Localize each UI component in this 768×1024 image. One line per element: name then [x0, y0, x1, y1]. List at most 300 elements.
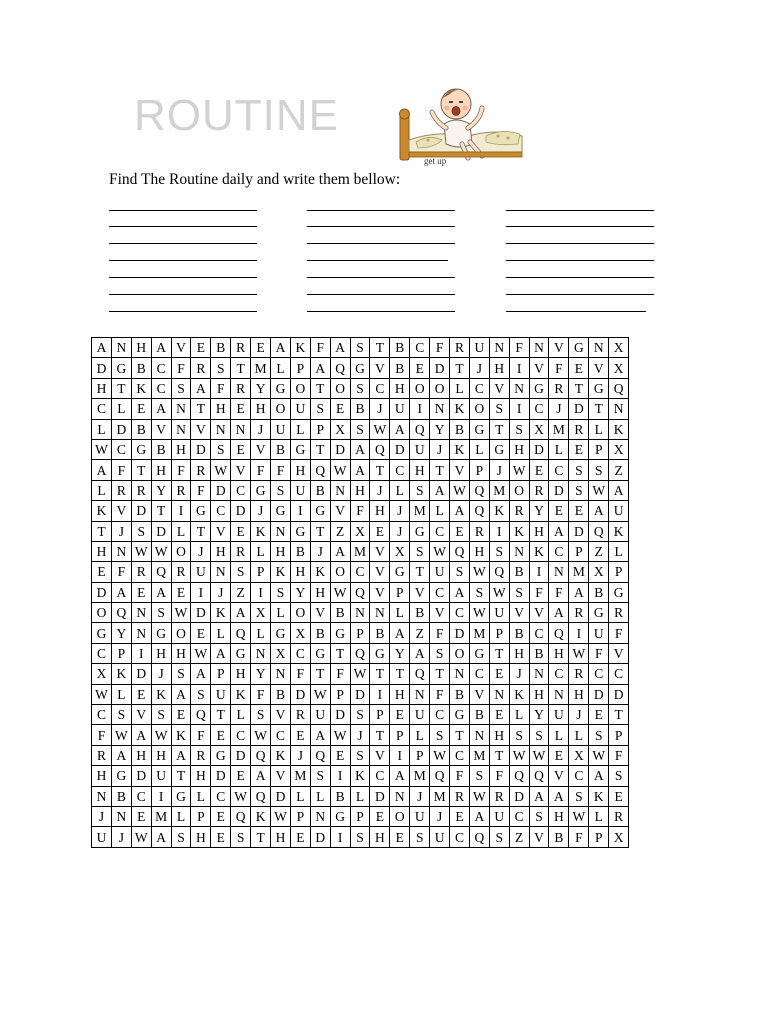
grid-cell[interactable]: N: [450, 664, 470, 684]
grid-cell[interactable]: T: [589, 399, 609, 419]
grid-cell[interactable]: D: [111, 419, 131, 439]
grid-cell[interactable]: R: [549, 378, 569, 398]
grid-cell[interactable]: C: [151, 378, 171, 398]
grid-cell[interactable]: G: [111, 358, 131, 378]
grid-cell[interactable]: A: [151, 338, 171, 358]
grid-cell[interactable]: D: [92, 582, 112, 602]
grid-cell[interactable]: L: [350, 786, 370, 806]
grid-cell[interactable]: M: [151, 806, 171, 826]
grid-cell[interactable]: M: [410, 766, 430, 786]
grid-cell[interactable]: E: [569, 501, 589, 521]
grid-cell[interactable]: G: [489, 439, 509, 459]
grid-cell[interactable]: G: [609, 582, 629, 602]
grid-cell[interactable]: G: [92, 623, 112, 643]
grid-cell[interactable]: N: [111, 338, 131, 358]
grid-cell[interactable]: A: [171, 745, 191, 765]
grid-cell[interactable]: F: [529, 582, 549, 602]
grid-cell[interactable]: T: [92, 521, 112, 541]
grid-cell[interactable]: G: [251, 480, 271, 500]
grid-cell[interactable]: F: [111, 460, 131, 480]
grid-cell[interactable]: Y: [251, 378, 271, 398]
grid-cell[interactable]: S: [410, 480, 430, 500]
grid-cell[interactable]: N: [211, 562, 231, 582]
grid-cell[interactable]: W: [92, 439, 112, 459]
grid-cell[interactable]: A: [430, 480, 450, 500]
grid-cell[interactable]: E: [330, 745, 350, 765]
grid-cell[interactable]: W: [151, 541, 171, 561]
grid-cell[interactable]: D: [191, 603, 211, 623]
grid-cell[interactable]: G: [330, 806, 350, 826]
grid-cell[interactable]: S: [410, 541, 430, 561]
grid-cell[interactable]: S: [509, 582, 529, 602]
grid-cell[interactable]: D: [569, 521, 589, 541]
grid-cell[interactable]: N: [330, 480, 350, 500]
grid-cell[interactable]: F: [589, 643, 609, 663]
grid-cell[interactable]: I: [151, 786, 171, 806]
grid-cell[interactable]: U: [310, 705, 330, 725]
grid-cell[interactable]: R: [191, 358, 211, 378]
grid-cell[interactable]: W: [450, 480, 470, 500]
grid-cell[interactable]: C: [271, 725, 291, 745]
grid-cell[interactable]: L: [410, 725, 430, 745]
grid-cell[interactable]: E: [171, 582, 191, 602]
grid-cell[interactable]: J: [549, 399, 569, 419]
grid-cell[interactable]: H: [171, 643, 191, 663]
grid-cell[interactable]: A: [191, 664, 211, 684]
grid-cell[interactable]: T: [430, 664, 450, 684]
grid-cell[interactable]: V: [370, 582, 390, 602]
grid-cell[interactable]: S: [350, 827, 370, 847]
grid-cell[interactable]: B: [310, 480, 330, 500]
grid-cell[interactable]: R: [171, 562, 191, 582]
grid-cell[interactable]: S: [171, 378, 191, 398]
grid-cell[interactable]: Q: [509, 766, 529, 786]
grid-cell[interactable]: A: [450, 501, 470, 521]
grid-cell[interactable]: C: [450, 827, 470, 847]
grid-cell[interactable]: D: [589, 684, 609, 704]
answer-line[interactable]: [506, 311, 646, 312]
grid-cell[interactable]: M: [489, 480, 509, 500]
grid-cell[interactable]: I: [131, 643, 151, 663]
grid-cell[interactable]: B: [131, 358, 151, 378]
grid-cell[interactable]: Z: [509, 827, 529, 847]
grid-cell[interactable]: H: [171, 439, 191, 459]
grid-cell[interactable]: P: [191, 806, 211, 826]
grid-cell[interactable]: D: [92, 358, 112, 378]
grid-cell[interactable]: C: [469, 378, 489, 398]
answer-line[interactable]: [109, 294, 257, 295]
grid-cell[interactable]: P: [290, 358, 310, 378]
grid-cell[interactable]: S: [509, 419, 529, 439]
grid-cell[interactable]: S: [271, 480, 291, 500]
grid-cell[interactable]: S: [589, 460, 609, 480]
grid-cell[interactable]: W: [430, 541, 450, 561]
grid-cell[interactable]: C: [111, 439, 131, 459]
grid-cell[interactable]: I: [370, 684, 390, 704]
grid-cell[interactable]: A: [151, 582, 171, 602]
grid-cell[interactable]: V: [609, 643, 629, 663]
grid-cell[interactable]: T: [430, 460, 450, 480]
grid-cell[interactable]: A: [390, 766, 410, 786]
grid-cell[interactable]: L: [290, 786, 310, 806]
grid-cell[interactable]: W: [211, 460, 231, 480]
grid-cell[interactable]: J: [569, 705, 589, 725]
grid-cell[interactable]: L: [171, 806, 191, 826]
grid-cell[interactable]: X: [569, 745, 589, 765]
grid-cell[interactable]: S: [430, 725, 450, 745]
grid-cell[interactable]: N: [271, 521, 291, 541]
grid-cell[interactable]: P: [489, 623, 509, 643]
grid-cell[interactable]: D: [350, 684, 370, 704]
grid-cell[interactable]: Q: [469, 501, 489, 521]
grid-cell[interactable]: R: [529, 480, 549, 500]
grid-cell[interactable]: K: [350, 766, 370, 786]
grid-cell[interactable]: A: [589, 766, 609, 786]
grid-cell[interactable]: U: [271, 419, 291, 439]
grid-cell[interactable]: Q: [589, 521, 609, 541]
grid-cell[interactable]: Q: [489, 562, 509, 582]
grid-cell[interactable]: D: [271, 786, 291, 806]
grid-cell[interactable]: T: [609, 705, 629, 725]
grid-cell[interactable]: V: [211, 521, 231, 541]
grid-cell[interactable]: L: [549, 439, 569, 459]
grid-cell[interactable]: K: [589, 786, 609, 806]
grid-cell[interactable]: K: [489, 501, 509, 521]
grid-cell[interactable]: S: [171, 664, 191, 684]
grid-cell[interactable]: O: [290, 603, 310, 623]
grid-cell[interactable]: P: [310, 419, 330, 439]
grid-cell[interactable]: N: [549, 562, 569, 582]
grid-cell[interactable]: C: [92, 399, 112, 419]
grid-cell[interactable]: V: [450, 460, 470, 480]
grid-cell[interactable]: J: [251, 419, 271, 439]
grid-cell[interactable]: W: [469, 603, 489, 623]
grid-cell[interactable]: H: [151, 643, 171, 663]
grid-cell[interactable]: F: [569, 827, 589, 847]
grid-cell[interactable]: Z: [589, 541, 609, 561]
grid-cell[interactable]: M: [251, 358, 271, 378]
grid-cell[interactable]: T: [569, 378, 589, 398]
grid-cell[interactable]: C: [549, 460, 569, 480]
grid-cell[interactable]: B: [211, 338, 231, 358]
grid-cell[interactable]: Z: [410, 623, 430, 643]
grid-cell[interactable]: G: [290, 521, 310, 541]
grid-cell[interactable]: A: [211, 643, 231, 663]
grid-cell[interactable]: X: [589, 562, 609, 582]
grid-cell[interactable]: T: [310, 439, 330, 459]
grid-cell[interactable]: F: [310, 338, 330, 358]
grid-cell[interactable]: J: [430, 806, 450, 826]
grid-cell[interactable]: B: [450, 684, 470, 704]
grid-cell[interactable]: K: [231, 684, 251, 704]
grid-cell[interactable]: X: [290, 623, 310, 643]
grid-cell[interactable]: T: [310, 378, 330, 398]
grid-cell[interactable]: E: [231, 439, 251, 459]
grid-cell[interactable]: L: [589, 806, 609, 826]
grid-cell[interactable]: F: [191, 480, 211, 500]
grid-cell[interactable]: S: [171, 827, 191, 847]
grid-cell[interactable]: O: [509, 480, 529, 500]
grid-cell[interactable]: H: [92, 541, 112, 561]
grid-cell[interactable]: V: [151, 419, 171, 439]
grid-cell[interactable]: Q: [310, 460, 330, 480]
grid-cell[interactable]: X: [92, 664, 112, 684]
grid-cell[interactable]: P: [370, 705, 390, 725]
grid-cell[interactable]: C: [370, 378, 390, 398]
grid-cell[interactable]: B: [410, 603, 430, 623]
answer-line[interactable]: [109, 226, 257, 227]
grid-cell[interactable]: F: [171, 460, 191, 480]
grid-cell[interactable]: S: [271, 582, 291, 602]
grid-cell[interactable]: I: [191, 582, 211, 602]
grid-cell[interactable]: G: [131, 439, 151, 459]
grid-cell[interactable]: F: [111, 562, 131, 582]
grid-cell[interactable]: C: [509, 806, 529, 826]
grid-cell[interactable]: A: [191, 378, 211, 398]
grid-cell[interactable]: A: [390, 623, 410, 643]
grid-cell[interactable]: C: [211, 786, 231, 806]
grid-cell[interactable]: L: [450, 378, 470, 398]
grid-cell[interactable]: L: [92, 480, 112, 500]
answer-line[interactable]: [109, 311, 257, 312]
grid-cell[interactable]: R: [92, 745, 112, 765]
grid-cell[interactable]: K: [131, 378, 151, 398]
grid-cell[interactable]: G: [370, 643, 390, 663]
grid-cell[interactable]: W: [330, 725, 350, 745]
grid-cell[interactable]: P: [609, 725, 629, 745]
grid-cell[interactable]: L: [569, 725, 589, 745]
grid-cell[interactable]: H: [370, 827, 390, 847]
grid-cell[interactable]: P: [469, 460, 489, 480]
grid-cell[interactable]: L: [271, 603, 291, 623]
grid-cell[interactable]: P: [589, 827, 609, 847]
grid-cell[interactable]: X: [529, 419, 549, 439]
grid-cell[interactable]: H: [489, 725, 509, 745]
grid-cell[interactable]: C: [450, 745, 470, 765]
grid-cell[interactable]: E: [390, 827, 410, 847]
grid-cell[interactable]: E: [191, 623, 211, 643]
grid-cell[interactable]: G: [330, 623, 350, 643]
grid-cell[interactable]: T: [370, 725, 390, 745]
grid-cell[interactable]: Q: [609, 378, 629, 398]
grid-cell[interactable]: R: [231, 541, 251, 561]
grid-cell[interactable]: Q: [469, 827, 489, 847]
grid-cell[interactable]: P: [330, 684, 350, 704]
grid-cell[interactable]: A: [231, 603, 251, 623]
grid-cell[interactable]: N: [430, 399, 450, 419]
grid-cell[interactable]: L: [469, 439, 489, 459]
grid-cell[interactable]: Y: [529, 705, 549, 725]
grid-cell[interactable]: T: [251, 827, 271, 847]
grid-cell[interactable]: D: [151, 521, 171, 541]
grid-cell[interactable]: E: [211, 725, 231, 745]
grid-cell[interactable]: E: [231, 766, 251, 786]
grid-cell[interactable]: B: [151, 439, 171, 459]
grid-cell[interactable]: H: [290, 562, 310, 582]
grid-cell[interactable]: V: [370, 745, 390, 765]
grid-cell[interactable]: N: [529, 338, 549, 358]
grid-cell[interactable]: K: [509, 684, 529, 704]
answer-line[interactable]: [506, 243, 654, 244]
grid-cell[interactable]: Q: [350, 643, 370, 663]
grid-cell[interactable]: L: [92, 419, 112, 439]
grid-cell[interactable]: D: [529, 439, 549, 459]
grid-cell[interactable]: I: [509, 399, 529, 419]
grid-cell[interactable]: N: [589, 338, 609, 358]
grid-cell[interactable]: V: [489, 378, 509, 398]
grid-cell[interactable]: G: [390, 562, 410, 582]
grid-cell[interactable]: K: [450, 399, 470, 419]
grid-cell[interactable]: U: [410, 806, 430, 826]
grid-cell[interactable]: A: [529, 786, 549, 806]
grid-cell[interactable]: X: [350, 521, 370, 541]
grid-cell[interactable]: B: [271, 439, 291, 459]
grid-cell[interactable]: K: [271, 562, 291, 582]
grid-cell[interactable]: B: [469, 705, 489, 725]
grid-cell[interactable]: S: [310, 766, 330, 786]
grid-cell[interactable]: F: [509, 338, 529, 358]
grid-cell[interactable]: W: [171, 603, 191, 623]
grid-cell[interactable]: Z: [231, 582, 251, 602]
grid-cell[interactable]: V: [509, 603, 529, 623]
grid-cell[interactable]: T: [310, 521, 330, 541]
grid-cell[interactable]: D: [231, 745, 251, 765]
grid-cell[interactable]: H: [370, 501, 390, 521]
grid-cell[interactable]: G: [569, 338, 589, 358]
grid-cell[interactable]: E: [609, 786, 629, 806]
grid-cell[interactable]: V: [330, 501, 350, 521]
grid-cell[interactable]: E: [251, 338, 271, 358]
grid-cell[interactable]: F: [549, 358, 569, 378]
grid-cell[interactable]: C: [370, 766, 390, 786]
answer-line[interactable]: [109, 210, 257, 211]
grid-cell[interactable]: W: [509, 460, 529, 480]
grid-cell[interactable]: C: [589, 664, 609, 684]
grid-cell[interactable]: U: [290, 399, 310, 419]
grid-cell[interactable]: X: [609, 358, 629, 378]
grid-cell[interactable]: L: [290, 419, 310, 439]
grid-cell[interactable]: X: [390, 541, 410, 561]
grid-cell[interactable]: N: [310, 806, 330, 826]
grid-cell[interactable]: J: [390, 501, 410, 521]
grid-cell[interactable]: S: [509, 725, 529, 745]
grid-cell[interactable]: Q: [330, 358, 350, 378]
grid-cell[interactable]: B: [450, 419, 470, 439]
grid-cell[interactable]: Z: [330, 521, 350, 541]
grid-cell[interactable]: T: [370, 664, 390, 684]
grid-cell[interactable]: K: [251, 806, 271, 826]
grid-cell[interactable]: C: [430, 582, 450, 602]
answer-line[interactable]: [506, 294, 654, 295]
grid-cell[interactable]: H: [290, 460, 310, 480]
grid-cell[interactable]: H: [549, 643, 569, 663]
grid-cell[interactable]: S: [211, 358, 231, 378]
grid-cell[interactable]: O: [330, 378, 350, 398]
grid-cell[interactable]: S: [231, 827, 251, 847]
grid-cell[interactable]: D: [370, 786, 390, 806]
grid-cell[interactable]: L: [310, 786, 330, 806]
grid-cell[interactable]: U: [609, 501, 629, 521]
grid-cell[interactable]: H: [469, 541, 489, 561]
grid-cell[interactable]: W: [92, 684, 112, 704]
grid-cell[interactable]: R: [131, 480, 151, 500]
grid-cell[interactable]: E: [231, 521, 251, 541]
answer-line[interactable]: [109, 277, 257, 278]
grid-cell[interactable]: G: [271, 378, 291, 398]
grid-cell[interactable]: S: [350, 745, 370, 765]
grid-cell[interactable]: L: [390, 603, 410, 623]
grid-cell[interactable]: E: [92, 562, 112, 582]
grid-cell[interactable]: S: [450, 562, 470, 582]
grid-cell[interactable]: D: [609, 684, 629, 704]
grid-cell[interactable]: R: [450, 338, 470, 358]
grid-cell[interactable]: B: [390, 358, 410, 378]
grid-cell[interactable]: F: [171, 358, 191, 378]
grid-cell[interactable]: V: [370, 562, 390, 582]
grid-cell[interactable]: F: [350, 501, 370, 521]
grid-cell[interactable]: X: [271, 643, 291, 663]
grid-cell[interactable]: H: [509, 643, 529, 663]
grid-cell[interactable]: F: [489, 766, 509, 786]
grid-cell[interactable]: O: [430, 378, 450, 398]
grid-cell[interactable]: S: [350, 419, 370, 439]
grid-cell[interactable]: G: [231, 643, 251, 663]
grid-cell[interactable]: G: [271, 623, 291, 643]
grid-cell[interactable]: C: [549, 664, 569, 684]
grid-cell[interactable]: N: [489, 684, 509, 704]
grid-cell[interactable]: B: [111, 786, 131, 806]
grid-cell[interactable]: W: [569, 643, 589, 663]
grid-cell[interactable]: T: [370, 338, 390, 358]
grid-cell[interactable]: T: [410, 562, 430, 582]
grid-cell[interactable]: Q: [350, 582, 370, 602]
grid-cell[interactable]: Y: [390, 643, 410, 663]
grid-cell[interactable]: N: [111, 806, 131, 826]
grid-cell[interactable]: D: [330, 705, 350, 725]
grid-cell[interactable]: S: [569, 480, 589, 500]
grid-cell[interactable]: P: [390, 725, 410, 745]
grid-cell[interactable]: B: [509, 562, 529, 582]
grid-cell[interactable]: C: [211, 501, 231, 521]
grid-cell[interactable]: K: [92, 501, 112, 521]
answer-line[interactable]: [506, 277, 654, 278]
grid-cell[interactable]: H: [350, 480, 370, 500]
grid-cell[interactable]: S: [489, 541, 509, 561]
grid-cell[interactable]: S: [430, 643, 450, 663]
grid-cell[interactable]: S: [151, 705, 171, 725]
grid-cell[interactable]: U: [410, 705, 430, 725]
grid-cell[interactable]: G: [410, 521, 430, 541]
grid-cell[interactable]: F: [330, 664, 350, 684]
grid-cell[interactable]: R: [231, 338, 251, 358]
grid-cell[interactable]: V: [469, 684, 489, 704]
grid-cell[interactable]: W: [111, 725, 131, 745]
grid-cell[interactable]: N: [211, 419, 231, 439]
grid-cell[interactable]: S: [231, 562, 251, 582]
grid-cell[interactable]: A: [171, 684, 191, 704]
grid-cell[interactable]: E: [489, 705, 509, 725]
grid-cell[interactable]: V: [171, 338, 191, 358]
grid-cell[interactable]: U: [489, 603, 509, 623]
grid-cell[interactable]: Q: [251, 786, 271, 806]
grid-cell[interactable]: Q: [450, 541, 470, 561]
grid-cell[interactable]: E: [191, 338, 211, 358]
grid-cell[interactable]: W: [330, 582, 350, 602]
grid-cell[interactable]: R: [191, 745, 211, 765]
grid-cell[interactable]: M: [469, 745, 489, 765]
grid-cell[interactable]: P: [569, 541, 589, 561]
grid-cell[interactable]: Q: [191, 705, 211, 725]
